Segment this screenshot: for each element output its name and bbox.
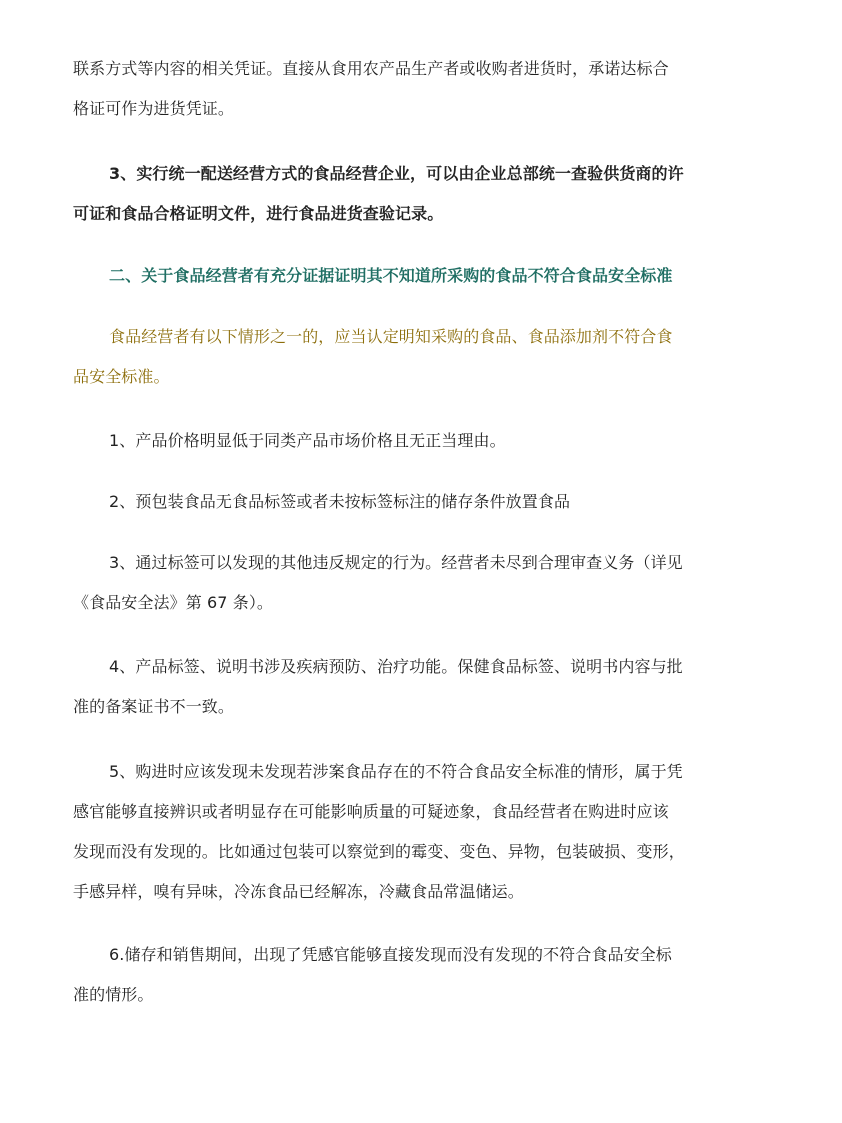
text-line: 准的情形。	[73, 985, 154, 1004]
text-line: 准的备案证书不一致。	[73, 697, 235, 716]
text-line: 3、通过标签可以发现的其他违反规定的行为。经营者未尽到合理审查义务（详见	[109, 553, 683, 572]
text-line: 可证和食品合格证明文件，进行食品进货查验记录。	[73, 204, 444, 223]
text-line: 手感异样，嗅有异味，冷冻食品已经解冻，冷藏食品常温储运。	[73, 882, 524, 901]
text-line: 4、产品标签、说明书涉及疾病预防、治疗功能。保健食品标签、说明书内容与批	[109, 657, 683, 676]
text-line: 《食品安全法》第 67 条）。	[73, 593, 274, 612]
list-item-4	[73, 647, 773, 727]
list-item-3	[73, 543, 773, 623]
text-line: 格证可作为进货凭证。	[73, 99, 235, 118]
text-line: 1、产品价格明显低于同类产品市场价格且无正当理由。	[109, 431, 506, 450]
text-line: 6.储存和销售期间，出现了凭感官能够直接发现而没有发现的不符合食品安全标	[109, 945, 672, 964]
text-line: 联系方式等内容的相关凭证。直接从食用农产品生产者或收购者进货时，承诺达标合	[73, 59, 669, 78]
paragraph-continuation	[73, 49, 773, 129]
section-heading-2	[73, 256, 773, 296]
list-item-2	[73, 482, 773, 522]
paragraph-item-3-bold	[73, 154, 773, 234]
text-line: 2、预包装食品无食品标签或者未按标签标注的储存条件放置食品	[109, 492, 571, 511]
text-line: 5、购进时应该发现未发现若涉案食品存在的不符合食品安全标准的情形，属于凭	[109, 762, 683, 781]
list-item-6	[73, 935, 773, 1015]
text-line: 3、实行统一配送经营方式的食品经营企业，可以由企业总部统一查验供货商的许	[109, 164, 684, 183]
text-line: 感官能够直接辨识或者明显存在可能影响质量的可疑迹象，食品经营者在购进时应该	[73, 802, 669, 821]
list-item-5	[73, 752, 773, 912]
text-line: 食品经营者有以下情形之一的，应当认定明知采购的食品、食品添加剂不符合食	[109, 327, 673, 346]
paragraph-intro	[73, 317, 773, 397]
text-line: 品安全标准。	[73, 367, 170, 386]
heading-text: 二、关于食品经营者有充分证据证明其不知道所采购的食品不符合食品安全标准	[109, 266, 673, 285]
text-line: 发现而没有发现的。比如通过包装可以察觉到的霉变、变色、异物，包装破损、变形，	[73, 842, 685, 861]
list-item-1	[73, 421, 773, 461]
